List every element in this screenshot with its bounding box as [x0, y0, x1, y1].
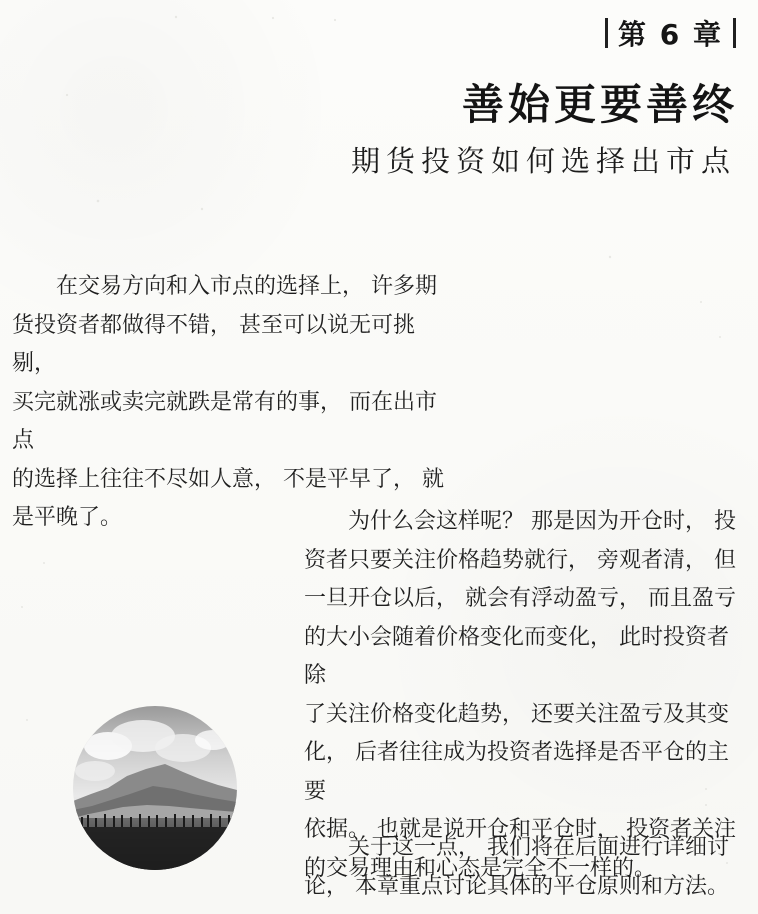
- chapter-right-bar: [733, 18, 736, 48]
- paragraph-1: 在交易方向和入市点的选择上， 许多期 货投资者都做得不错， 甚至可以说无可挑剔， 买完就涨或卖完就跌是常有的事， 而在出市点 的选择上往往不尽如人意， 不是平早了， 就 是平晚了。: [12, 274, 444, 530]
- page-title: 善始更要善终: [461, 80, 738, 129]
- landscape-photo-icon: [73, 706, 237, 870]
- paragraph-2: 为什么会这样呢？ 那是因为开仓时， 投 资者只要关注价格趋势就行， 旁观者清， 但 一旦开仓以后， 就会有浮动盈亏， 而且盈亏 的大小会随着价格变化而变化， 此时投资者除 了关注价格变化趋势， 还要关注盈亏及其变 化， 后者往往成为投资者选择是否平仓的主要 依据。 也就是说开仓和平仓时， 投资者关注 的交易理由和心态是完全不一样的。: [304, 509, 736, 881]
- chapter-label: 第 6 章: [618, 18, 723, 51]
- page-subtitle: 期货投资如何选择出市点: [350, 144, 736, 178]
- paragraph-3: 关于这一点， 我们将在后面进行详细讨 论， 本章重点讨论具体的平仓原则和方法。: [304, 835, 729, 899]
- chapter-left-bar: [605, 18, 608, 48]
- chapter-heading: [605, 16, 736, 50]
- landscape-photo-svg: [73, 706, 237, 870]
